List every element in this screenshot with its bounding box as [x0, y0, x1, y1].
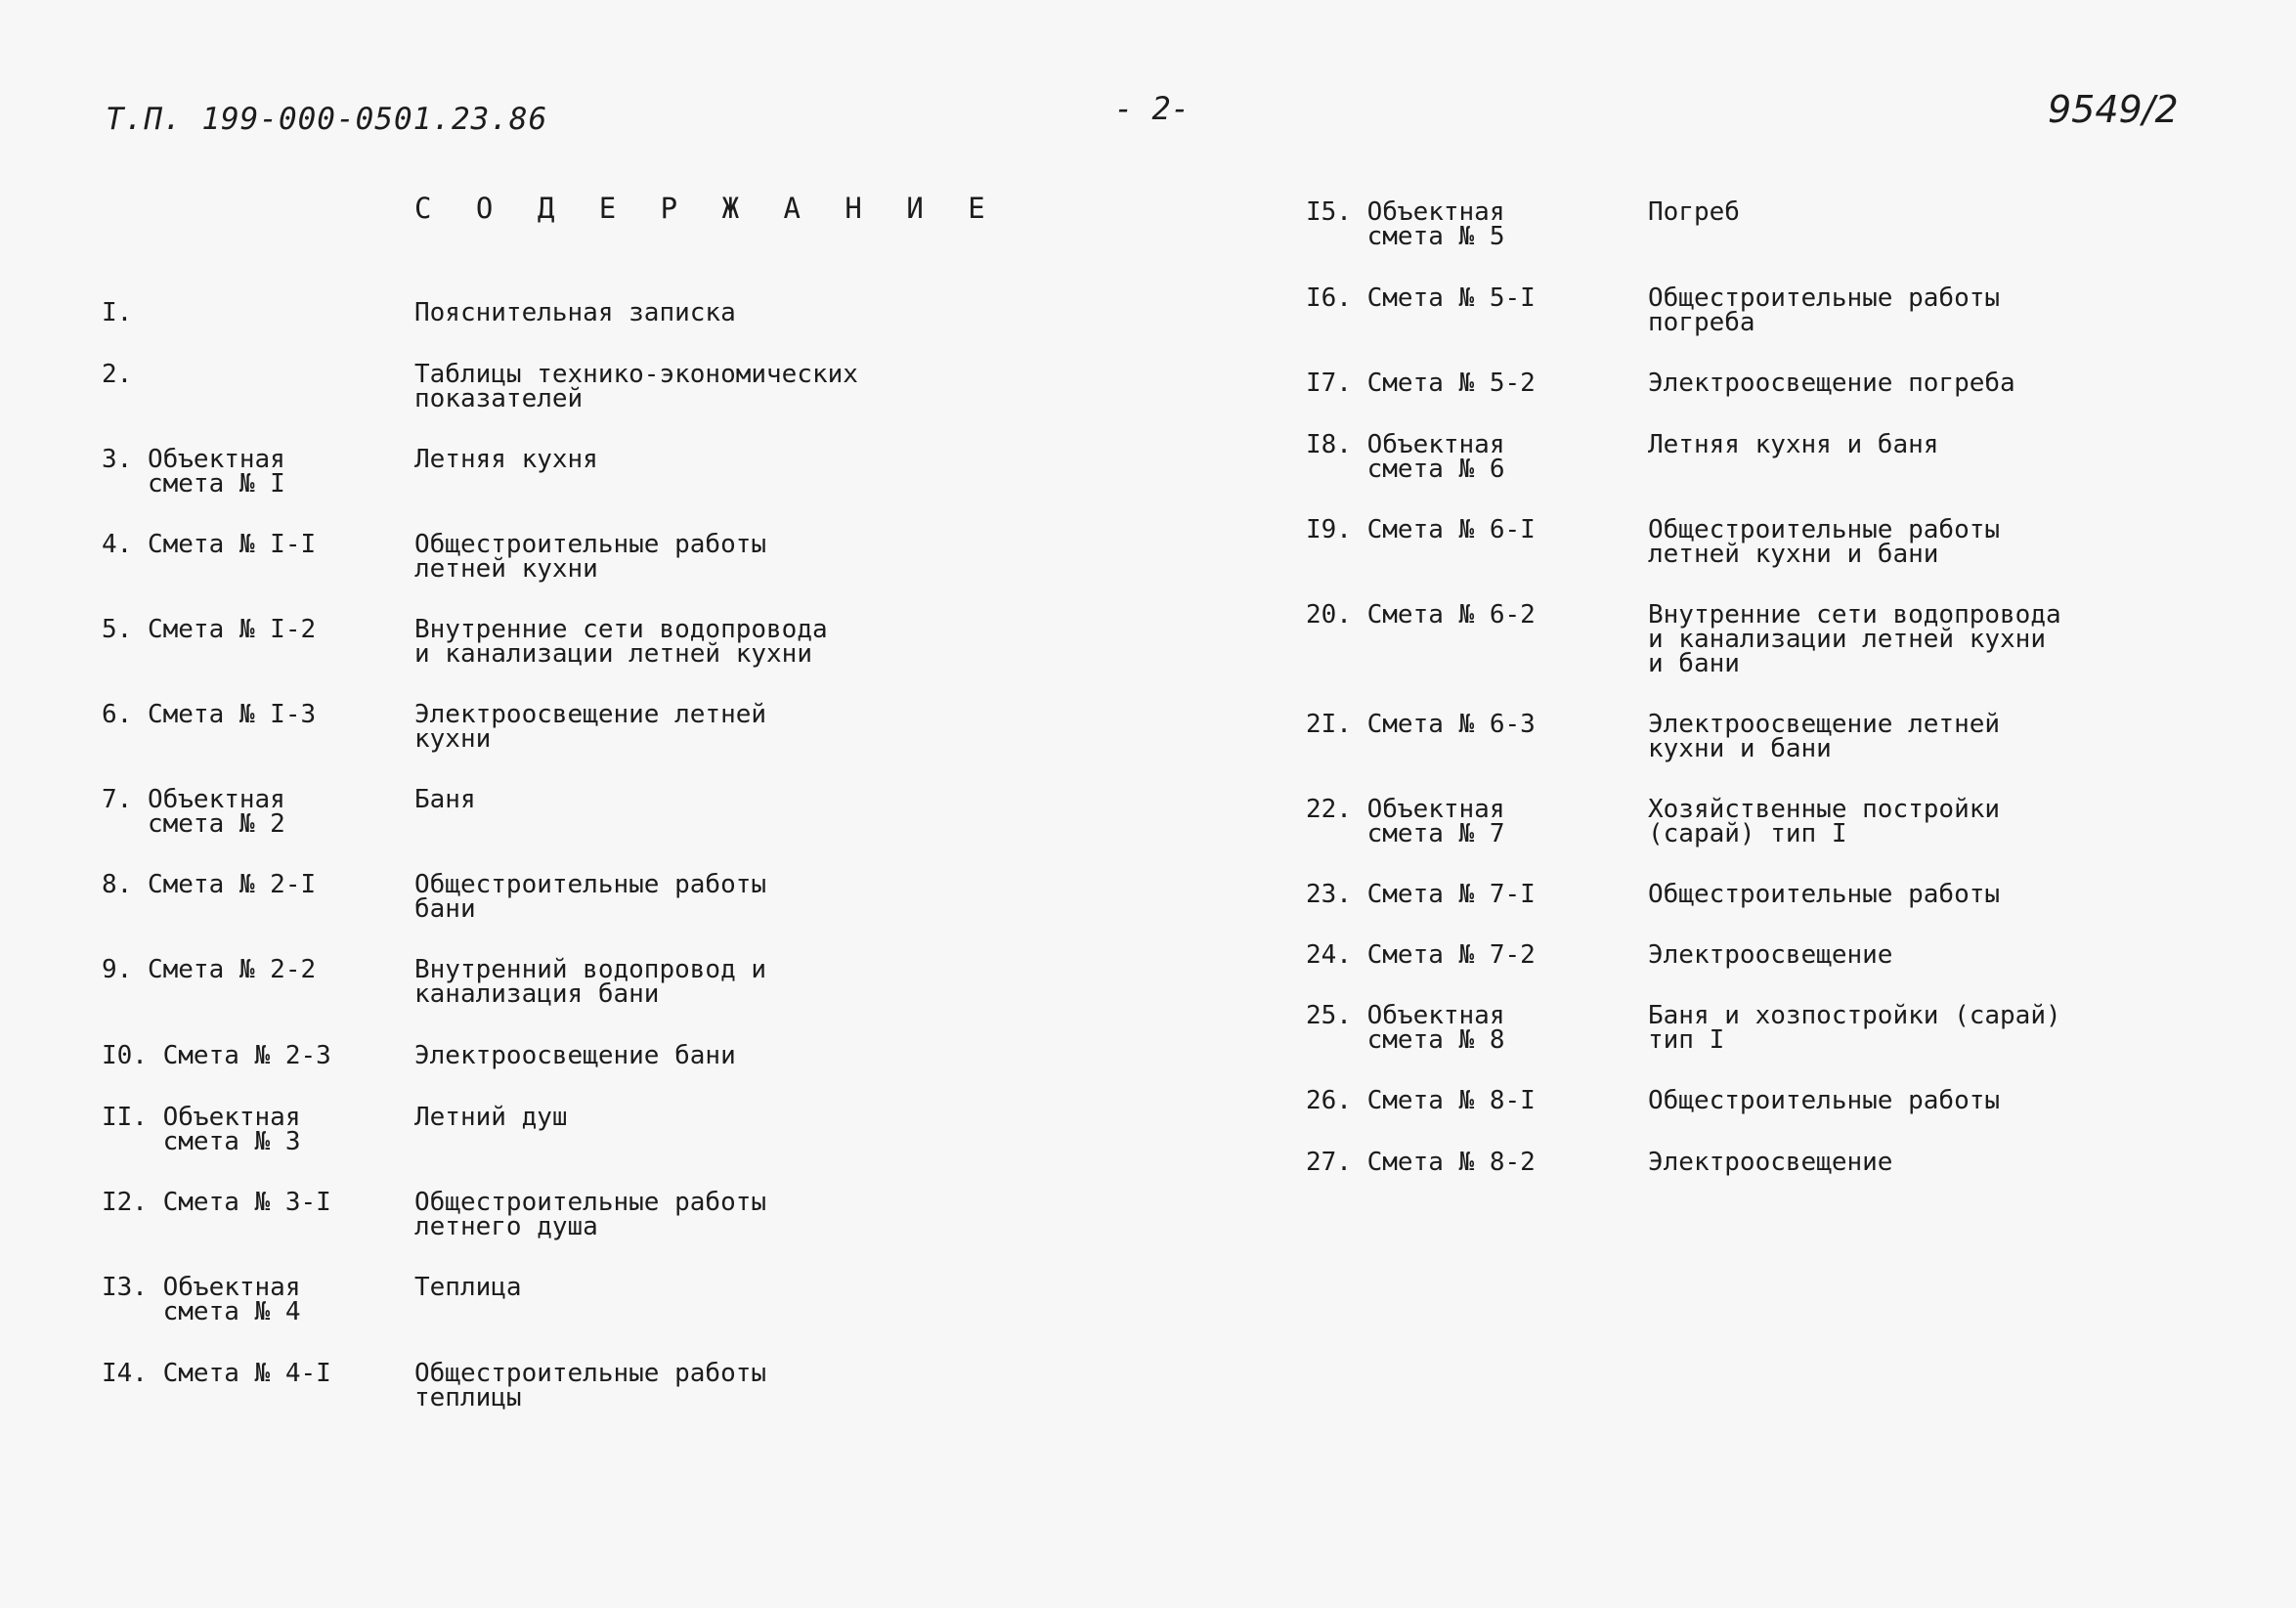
toc-entry-title: Общестроительные работы летней кухни — [414, 530, 767, 584]
toc-entry-number: I6. Смета № 5-I — [1306, 283, 1536, 313]
toc-entry-number: I5. Объектная смета № 5 — [1306, 197, 1505, 251]
toc-entry-title: Баня и хозпостройки (сарай) тип I — [1648, 1001, 2061, 1055]
toc-entry-title: Общестроительные работы — [1648, 1086, 2001, 1115]
toc-entry-title: Таблицы технико-экономических показателей — [414, 360, 858, 413]
toc-entry-title: Электроосвещение — [1648, 940, 1893, 970]
toc-entry-title: Внутренние сети водопровода и канализации летней кухни и бани — [1648, 600, 2061, 678]
toc-entry-number: 22. Объектная смета № 7 — [1306, 795, 1505, 848]
toc-entry-number: I0. Смета № 2-3 — [102, 1041, 331, 1070]
toc-entry-title: Внутренний водопровод и канализация бани — [414, 955, 767, 1009]
toc-entry-title: Электроосвещение летней кухни и бани — [1648, 710, 2001, 763]
toc-entry-number: 4. Смета № I-I — [102, 530, 317, 559]
document-code: Т.П. 199-000-0501.23.86 — [106, 102, 548, 137]
page-number: - 2- — [1114, 90, 1191, 127]
toc-entry-title: Внутренние сети водопровода и канализации летней кухни — [414, 615, 828, 669]
toc-entry-number: I2. Смета № 3-I — [102, 1188, 331, 1217]
toc-entry-title: Общестроительные работы бани — [414, 870, 767, 924]
toc-entry-number: 27. Смета № 8-2 — [1306, 1148, 1536, 1177]
toc-entry-title: Электроосвещение летней кухни — [414, 700, 767, 754]
toc-entry-number: 23. Смета № 7-I — [1306, 880, 1536, 909]
toc-entry-title: Общестроительные работы погреба — [1648, 283, 2001, 337]
toc-entry-title: Теплица — [414, 1273, 522, 1302]
contents-title: С О Д Е Р Ж А Н И Е — [414, 192, 999, 225]
toc-entry-title: Хозяйственные постройки (сарай) тип I — [1648, 795, 2001, 848]
toc-entry-title: Электроосвещение бани — [414, 1041, 736, 1070]
toc-entry-number: 3. Объектная смета № I — [102, 445, 285, 499]
toc-entry-number: I. — [102, 298, 133, 327]
toc-entry-number: I4. Смета № 4-I — [102, 1359, 331, 1388]
toc-entry-number: I3. Объектная смета № 4 — [102, 1273, 301, 1326]
toc-entry-title: Электроосвещение погреба — [1648, 369, 2015, 398]
toc-entry-title: Летний душ — [414, 1103, 568, 1132]
toc-entry-number: I7. Смета № 5-2 — [1306, 369, 1536, 398]
toc-entry-number: I9. Смета № 6-I — [1306, 515, 1536, 544]
toc-entry-number: 26. Смета № 8-I — [1306, 1086, 1536, 1115]
toc-entry-title: Общестроительные работы теплицы — [414, 1359, 767, 1412]
toc-entry-number: II. Объектная смета № 3 — [102, 1103, 301, 1156]
toc-entry-number: 7. Объектная смета № 2 — [102, 785, 285, 839]
toc-entry-number: 2I. Смета № 6-3 — [1306, 710, 1536, 739]
toc-entry-title: Летняя кухня и баня — [1648, 430, 1939, 459]
toc-entry-title: Общестроительные работы летнего душа — [414, 1188, 767, 1241]
toc-entry-number: 24. Смета № 7-2 — [1306, 940, 1536, 970]
toc-entry-title: Общестроительные работы летней кухни и бани — [1648, 515, 2001, 569]
toc-entry-title: Погреб — [1648, 197, 1740, 227]
toc-entry-title: Баня — [414, 785, 476, 814]
toc-entry-number: 8. Смета № 2-I — [102, 870, 317, 899]
archive-number: 9549/2 — [2048, 88, 2179, 131]
toc-entry-title: Электроосвещение — [1648, 1148, 1893, 1177]
toc-entry-title: Пояснительная записка — [414, 298, 736, 327]
toc-entry-number: I8. Объектная смета № 6 — [1306, 430, 1505, 484]
toc-entry-number: 25. Объектная смета № 8 — [1306, 1001, 1505, 1055]
toc-entry-number: 20. Смета № 6-2 — [1306, 600, 1536, 630]
toc-entry-number: 5. Смета № I-2 — [102, 615, 317, 644]
toc-entry-number: 6. Смета № I-3 — [102, 700, 317, 729]
toc-entry-title: Летняя кухня — [414, 445, 598, 474]
toc-entry-title: Общестроительные работы — [1648, 880, 2001, 909]
toc-entry-number: 2. — [102, 360, 133, 389]
toc-entry-number: 9. Смета № 2-2 — [102, 955, 317, 984]
